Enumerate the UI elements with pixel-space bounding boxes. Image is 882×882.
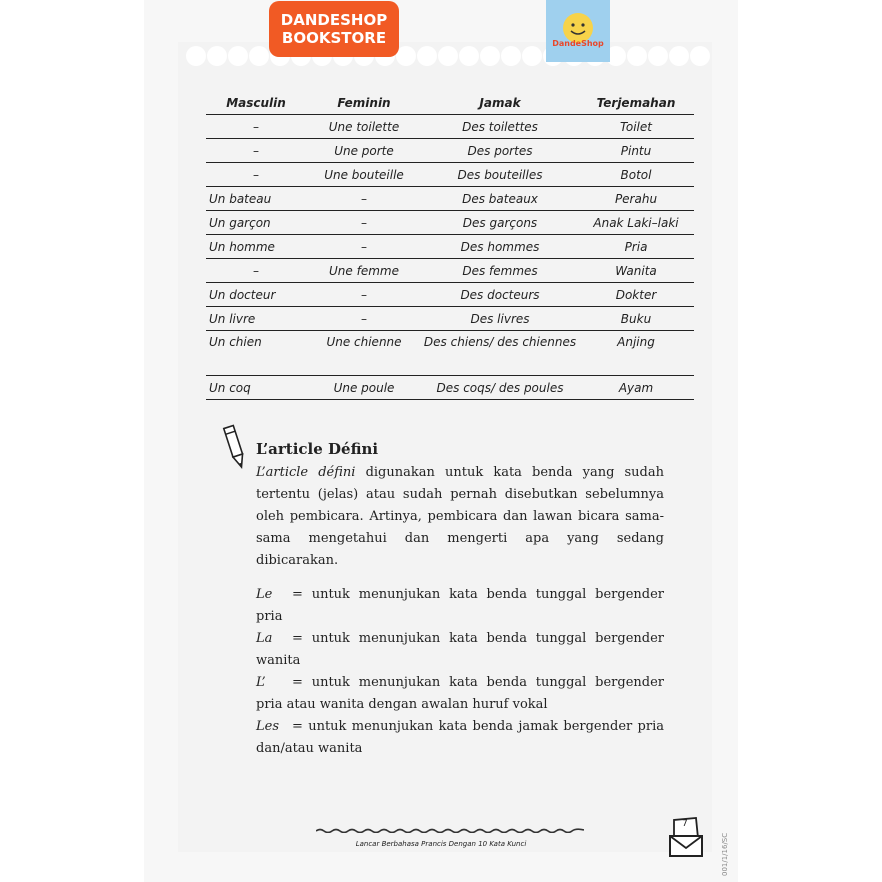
table-row [206,283,694,307]
table-cell: – [306,307,422,331]
logo-text: DandeShop [552,39,604,48]
table-row [206,331,694,376]
table-cell: – [306,211,422,235]
table-cell: Wanita [578,259,694,283]
vocabulary-table [206,92,694,400]
binder-hole [249,46,269,66]
table-cell: Des femmes [422,259,578,283]
table-cell: Des hommes [422,235,578,259]
definition-term: Le [256,587,273,602]
definition-text: = untuk menunjukan kata benda tunggal bergender pria [256,587,664,624]
table-cell: Une toilette [306,115,422,139]
binder-hole [438,46,458,66]
table-cell: Des toilettes [422,115,578,139]
binder-hole [186,46,206,66]
header-terjemahan: Terjemahan [578,92,694,115]
header-masculin: Masculin [206,92,306,115]
table-cell: Des coqs/ des poules [422,376,578,400]
store-badge-line2: BOOKSTORE [281,29,387,47]
definition-list [256,584,664,760]
definition-item [256,672,664,716]
pencil-icon [222,424,248,470]
table-cell: Des bouteilles [422,163,578,187]
table-cell: Dokter [578,283,694,307]
table-cell: – [206,259,306,283]
table-cell: Une chienne [306,331,422,376]
table-cell: Une poule [306,376,422,400]
table-header-row [206,92,694,115]
binder-hole [522,46,542,66]
definition-text: = untuk menunjukan kata benda tunggal bergender wanita [256,631,664,668]
binder-hole [396,46,416,66]
table-row [206,187,694,211]
section-title: L’article Défini [256,440,379,458]
article-defini-section [256,440,664,760]
table-cell: Pintu [578,139,694,163]
page-number: 7 [682,819,688,829]
binder-hole [669,46,689,66]
definition-term: L’ [256,675,266,690]
table-cell: Une bouteille [306,163,422,187]
table-row [206,259,694,283]
table-cell: Des chiens/ des chiennes [422,331,578,376]
table-row [206,139,694,163]
table-cell: Des livres [422,307,578,331]
table-cell: Anak Laki–laki [578,211,694,235]
table-cell: Toilet [578,115,694,139]
product-code: 001/1/16/SC [721,832,729,876]
table-cell: Un docteur [206,283,306,307]
smiley-icon [551,4,605,58]
binder-hole [480,46,500,66]
table-row [206,376,694,400]
header-jamak: Jamak [422,92,578,115]
definition-term: Les [256,719,279,734]
store-badge-line1: DANDESHOP [280,11,388,29]
table-cell: Anjing [578,331,694,376]
binder-hole [228,46,248,66]
table-cell: Botol [578,163,694,187]
binder-holes [186,46,706,68]
definition-item [256,716,664,760]
binder-hole [648,46,668,66]
table-cell: – [206,139,306,163]
table-row [206,115,694,139]
definition-text: = untuk menunjukan kata benda jamak bergender pria dan/atau wanita [256,719,664,756]
definition-term: La [256,631,273,646]
table-cell: Des garçons [422,211,578,235]
table-cell: Perahu [578,187,694,211]
footer-divider [316,828,584,833]
table-cell: – [306,283,422,307]
binder-hole [627,46,647,66]
header-feminin: Feminin [306,92,422,115]
table-cell: Un livre [206,307,306,331]
store-logo [546,0,610,62]
table-cell: Un bateau [206,187,306,211]
table-cell: Buku [578,307,694,331]
table-cell: – [306,187,422,211]
binder-hole [459,46,479,66]
table-cell: Une femme [306,259,422,283]
definition-item [256,628,664,672]
table-row [206,211,694,235]
intro-text: digunakan untuk kata benda yang sudah tertentu (jelas) atau sudah pernah disebutkan sebelumnya oleh pembicara. Artinya, pembicara dan lawan bicara sama-sama mengetahui dan mengerti apa yang sedang dibicarakan. [256,465,664,568]
table-cell: Un garçon [206,211,306,235]
table-cell: Un coq [206,376,306,400]
table-cell: Pria [578,235,694,259]
table-cell: Ayam [578,376,694,400]
definition-item [256,584,664,628]
table-cell: Des bateaux [422,187,578,211]
table-cell: Une porte [306,139,422,163]
table-row [206,307,694,331]
table-cell: – [206,115,306,139]
table-cell: Un chien [206,331,306,376]
section-intro [256,462,664,572]
table-row [206,235,694,259]
table-cell: Des portes [422,139,578,163]
binder-hole [690,46,710,66]
binder-hole [207,46,227,66]
definition-text: = untuk menunjukan kata benda tunggal bergender pria atau wanita dengan awalan huruf vokal [256,675,664,712]
table-row [206,163,694,187]
binder-hole [417,46,437,66]
table-cell: Un homme [206,235,306,259]
intro-term: L’article défini [256,465,356,480]
table-cell: – [306,235,422,259]
store-badge[interactable] [269,1,399,57]
table-cell: – [206,163,306,187]
binder-hole [501,46,521,66]
book-title-footer: Lancar Berbahasa Prancis Dengan 10 Kata Kunci [355,840,527,848]
table-cell: Des docteurs [422,283,578,307]
